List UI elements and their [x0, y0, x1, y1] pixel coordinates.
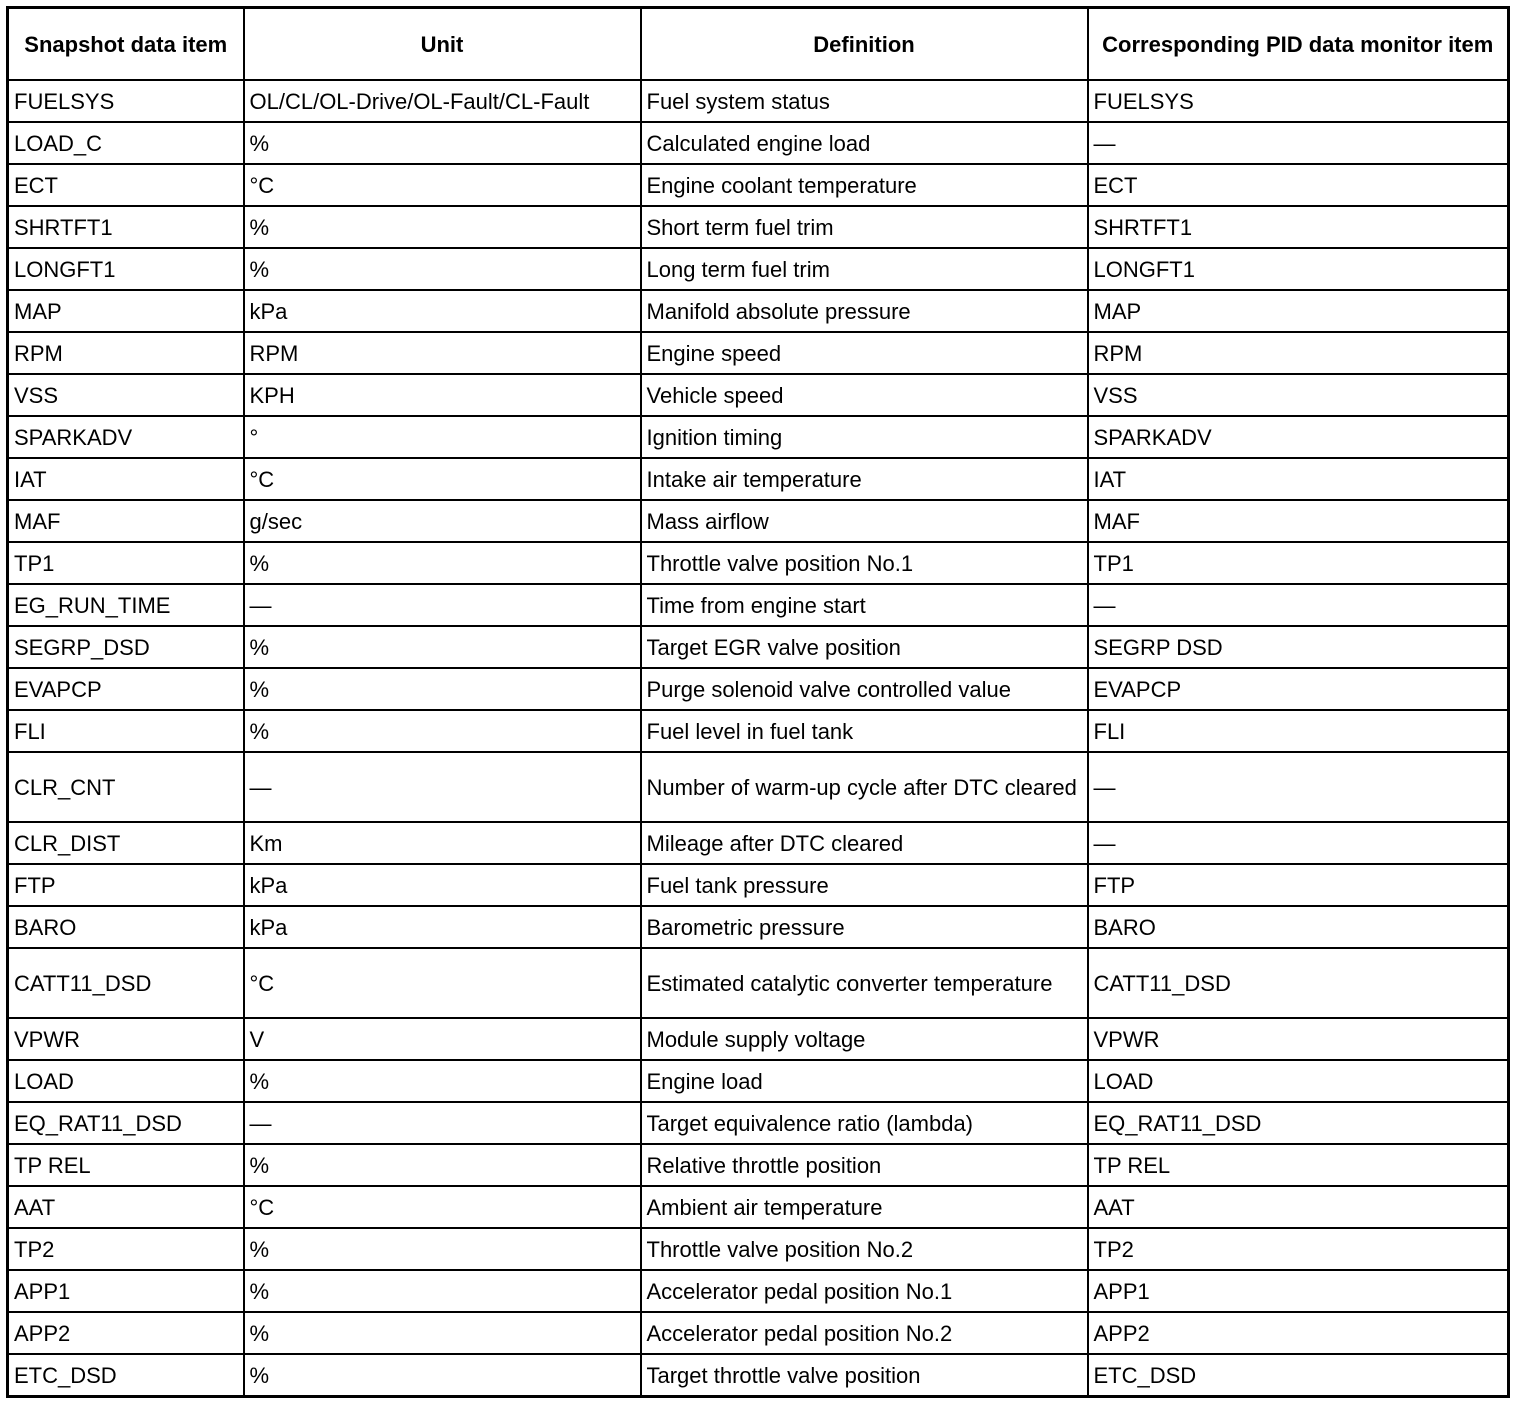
- cell-pid-item: VSS: [1088, 374, 1509, 416]
- cell-unit: —: [244, 752, 641, 822]
- cell-definition: Fuel system status: [641, 80, 1088, 122]
- cell-pid-item: TP REL: [1088, 1144, 1509, 1186]
- cell-snapshot-item: TP2: [8, 1228, 244, 1270]
- header-snapshot-data-item: Snapshot data item: [8, 8, 244, 81]
- cell-snapshot-item: MAF: [8, 500, 244, 542]
- cell-snapshot-item: CATT11_DSD: [8, 948, 244, 1018]
- cell-unit: °C: [244, 458, 641, 500]
- cell-definition: Throttle valve position No.1: [641, 542, 1088, 584]
- header-pid-monitor-item: Corresponding PID data monitor item: [1088, 8, 1509, 81]
- cell-unit: °: [244, 416, 641, 458]
- cell-unit: —: [244, 1102, 641, 1144]
- cell-pid-item: SEGRP DSD: [1088, 626, 1509, 668]
- table-row: [8, 668, 1509, 710]
- table-row: [8, 584, 1509, 626]
- cell-unit: %: [244, 248, 641, 290]
- cell-pid-item: FLI: [1088, 710, 1509, 752]
- table-row: [8, 374, 1509, 416]
- table-row: [8, 248, 1509, 290]
- cell-unit: %: [244, 1060, 641, 1102]
- cell-pid-item: EVAPCP: [1088, 668, 1509, 710]
- cell-unit: Km: [244, 822, 641, 864]
- table-row: [8, 626, 1509, 668]
- table-row: [8, 122, 1509, 164]
- table-row: [8, 1102, 1509, 1144]
- cell-snapshot-item: SEGRP_DSD: [8, 626, 244, 668]
- header-definition: Definition: [641, 8, 1088, 81]
- table-row: [8, 1312, 1509, 1354]
- cell-definition: Fuel tank pressure: [641, 864, 1088, 906]
- table-row: [8, 1060, 1509, 1102]
- cell-pid-item: TP2: [1088, 1228, 1509, 1270]
- table-row: [8, 752, 1509, 822]
- cell-definition: Engine speed: [641, 332, 1088, 374]
- cell-snapshot-item: IAT: [8, 458, 244, 500]
- cell-definition: Accelerator pedal position No.2: [641, 1312, 1088, 1354]
- cell-snapshot-item: ETC_DSD: [8, 1354, 244, 1397]
- cell-pid-item: EQ_RAT11_DSD: [1088, 1102, 1509, 1144]
- cell-definition: Fuel level in fuel tank: [641, 710, 1088, 752]
- cell-snapshot-item: BARO: [8, 906, 244, 948]
- cell-definition: Target EGR valve position: [641, 626, 1088, 668]
- header-row: [8, 8, 1509, 81]
- table-row: [8, 290, 1509, 332]
- cell-unit: %: [244, 1312, 641, 1354]
- cell-snapshot-item: EVAPCP: [8, 668, 244, 710]
- table-row: [8, 542, 1509, 584]
- table-row: [8, 1144, 1509, 1186]
- cell-pid-item: SHRTFT1: [1088, 206, 1509, 248]
- cell-unit: °C: [244, 948, 641, 1018]
- cell-unit: RPM: [244, 332, 641, 374]
- cell-pid-item: FUELSYS: [1088, 80, 1509, 122]
- table-row: [8, 906, 1509, 948]
- cell-definition: Engine coolant temperature: [641, 164, 1088, 206]
- cell-definition: Number of warm-up cycle after DTC cleared: [641, 752, 1088, 822]
- table-row: [8, 1228, 1509, 1270]
- cell-snapshot-item: EG_RUN_TIME: [8, 584, 244, 626]
- header-unit: Unit: [244, 8, 641, 81]
- cell-unit: —: [244, 584, 641, 626]
- cell-snapshot-item: FUELSYS: [8, 80, 244, 122]
- cell-unit: KPH: [244, 374, 641, 416]
- table-row: [8, 1354, 1509, 1397]
- cell-definition: Long term fuel trim: [641, 248, 1088, 290]
- table-row: [8, 80, 1509, 122]
- cell-unit: %: [244, 668, 641, 710]
- cell-snapshot-item: CLR_CNT: [8, 752, 244, 822]
- cell-definition: Barometric pressure: [641, 906, 1088, 948]
- cell-snapshot-item: APP2: [8, 1312, 244, 1354]
- cell-unit: %: [244, 710, 641, 752]
- table-row: [8, 710, 1509, 752]
- cell-pid-item: ETC_DSD: [1088, 1354, 1509, 1397]
- table-row: [8, 164, 1509, 206]
- cell-definition: Short term fuel trim: [641, 206, 1088, 248]
- snapshot-data-table-container: [6, 6, 1510, 1398]
- cell-pid-item: TP1: [1088, 542, 1509, 584]
- cell-definition: Purge solenoid valve controlled value: [641, 668, 1088, 710]
- cell-snapshot-item: APP1: [8, 1270, 244, 1312]
- cell-pid-item: —: [1088, 584, 1509, 626]
- table-row: [8, 416, 1509, 458]
- cell-unit: °C: [244, 1186, 641, 1228]
- cell-definition: Target equivalence ratio (lambda): [641, 1102, 1088, 1144]
- cell-pid-item: IAT: [1088, 458, 1509, 500]
- cell-unit: %: [244, 122, 641, 164]
- cell-definition: Target throttle valve position: [641, 1354, 1088, 1397]
- cell-snapshot-item: CLR_DIST: [8, 822, 244, 864]
- cell-definition: Engine load: [641, 1060, 1088, 1102]
- cell-unit: V: [244, 1018, 641, 1060]
- cell-snapshot-item: ECT: [8, 164, 244, 206]
- cell-pid-item: FTP: [1088, 864, 1509, 906]
- cell-snapshot-item: RPM: [8, 332, 244, 374]
- cell-pid-item: CATT11_DSD: [1088, 948, 1509, 1018]
- cell-pid-item: BARO: [1088, 906, 1509, 948]
- cell-definition: Ambient air temperature: [641, 1186, 1088, 1228]
- cell-definition: Relative throttle position: [641, 1144, 1088, 1186]
- cell-snapshot-item: SHRTFT1: [8, 206, 244, 248]
- cell-definition: Ignition timing: [641, 416, 1088, 458]
- cell-definition: Intake air temperature: [641, 458, 1088, 500]
- table-row: [8, 864, 1509, 906]
- cell-pid-item: MAF: [1088, 500, 1509, 542]
- cell-unit: °C: [244, 164, 641, 206]
- cell-definition: Calculated engine load: [641, 122, 1088, 164]
- cell-unit: %: [244, 542, 641, 584]
- cell-snapshot-item: FLI: [8, 710, 244, 752]
- cell-snapshot-item: TP1: [8, 542, 244, 584]
- cell-pid-item: LONGFT1: [1088, 248, 1509, 290]
- cell-snapshot-item: LONGFT1: [8, 248, 244, 290]
- table-row: [8, 1018, 1509, 1060]
- cell-snapshot-item: MAP: [8, 290, 244, 332]
- table-body: [8, 80, 1509, 1397]
- table-row: [8, 822, 1509, 864]
- cell-pid-item: SPARKADV: [1088, 416, 1509, 458]
- cell-snapshot-item: TP REL: [8, 1144, 244, 1186]
- cell-definition: Module supply voltage: [641, 1018, 1088, 1060]
- cell-definition: Mileage after DTC cleared: [641, 822, 1088, 864]
- cell-unit: %: [244, 1228, 641, 1270]
- table-row: [8, 332, 1509, 374]
- cell-unit: %: [244, 626, 641, 668]
- cell-unit: %: [244, 1270, 641, 1312]
- cell-pid-item: RPM: [1088, 332, 1509, 374]
- cell-pid-item: AAT: [1088, 1186, 1509, 1228]
- table-header: [8, 8, 1509, 81]
- cell-pid-item: MAP: [1088, 290, 1509, 332]
- cell-snapshot-item: FTP: [8, 864, 244, 906]
- cell-snapshot-item: VSS: [8, 374, 244, 416]
- cell-pid-item: APP1: [1088, 1270, 1509, 1312]
- cell-definition: Mass airflow: [641, 500, 1088, 542]
- cell-unit: kPa: [244, 290, 641, 332]
- table-row: [8, 206, 1509, 248]
- cell-pid-item: ECT: [1088, 164, 1509, 206]
- table-row: [8, 1186, 1509, 1228]
- cell-pid-item: APP2: [1088, 1312, 1509, 1354]
- cell-snapshot-item: LOAD: [8, 1060, 244, 1102]
- cell-unit: OL/CL/OL-Drive/OL-Fault/CL-Fault: [244, 80, 641, 122]
- cell-snapshot-item: EQ_RAT11_DSD: [8, 1102, 244, 1144]
- cell-unit: %: [244, 206, 641, 248]
- table-row: [8, 948, 1509, 1018]
- cell-definition: Time from engine start: [641, 584, 1088, 626]
- cell-unit: kPa: [244, 864, 641, 906]
- cell-pid-item: —: [1088, 822, 1509, 864]
- cell-snapshot-item: SPARKADV: [8, 416, 244, 458]
- cell-unit: kPa: [244, 906, 641, 948]
- cell-snapshot-item: AAT: [8, 1186, 244, 1228]
- cell-pid-item: —: [1088, 122, 1509, 164]
- cell-definition: Accelerator pedal position No.1: [641, 1270, 1088, 1312]
- cell-pid-item: LOAD: [1088, 1060, 1509, 1102]
- cell-definition: Vehicle speed: [641, 374, 1088, 416]
- table-row: [8, 1270, 1509, 1312]
- cell-unit: g/sec: [244, 500, 641, 542]
- cell-snapshot-item: LOAD_C: [8, 122, 244, 164]
- cell-pid-item: VPWR: [1088, 1018, 1509, 1060]
- cell-snapshot-item: VPWR: [8, 1018, 244, 1060]
- cell-definition: Estimated catalytic converter temperature: [641, 948, 1088, 1018]
- snapshot-data-table: [6, 6, 1510, 1398]
- cell-definition: Manifold absolute pressure: [641, 290, 1088, 332]
- table-row: [8, 500, 1509, 542]
- cell-unit: %: [244, 1354, 641, 1397]
- cell-unit: %: [244, 1144, 641, 1186]
- table-row: [8, 458, 1509, 500]
- cell-definition: Throttle valve position No.2: [641, 1228, 1088, 1270]
- cell-pid-item: —: [1088, 752, 1509, 822]
